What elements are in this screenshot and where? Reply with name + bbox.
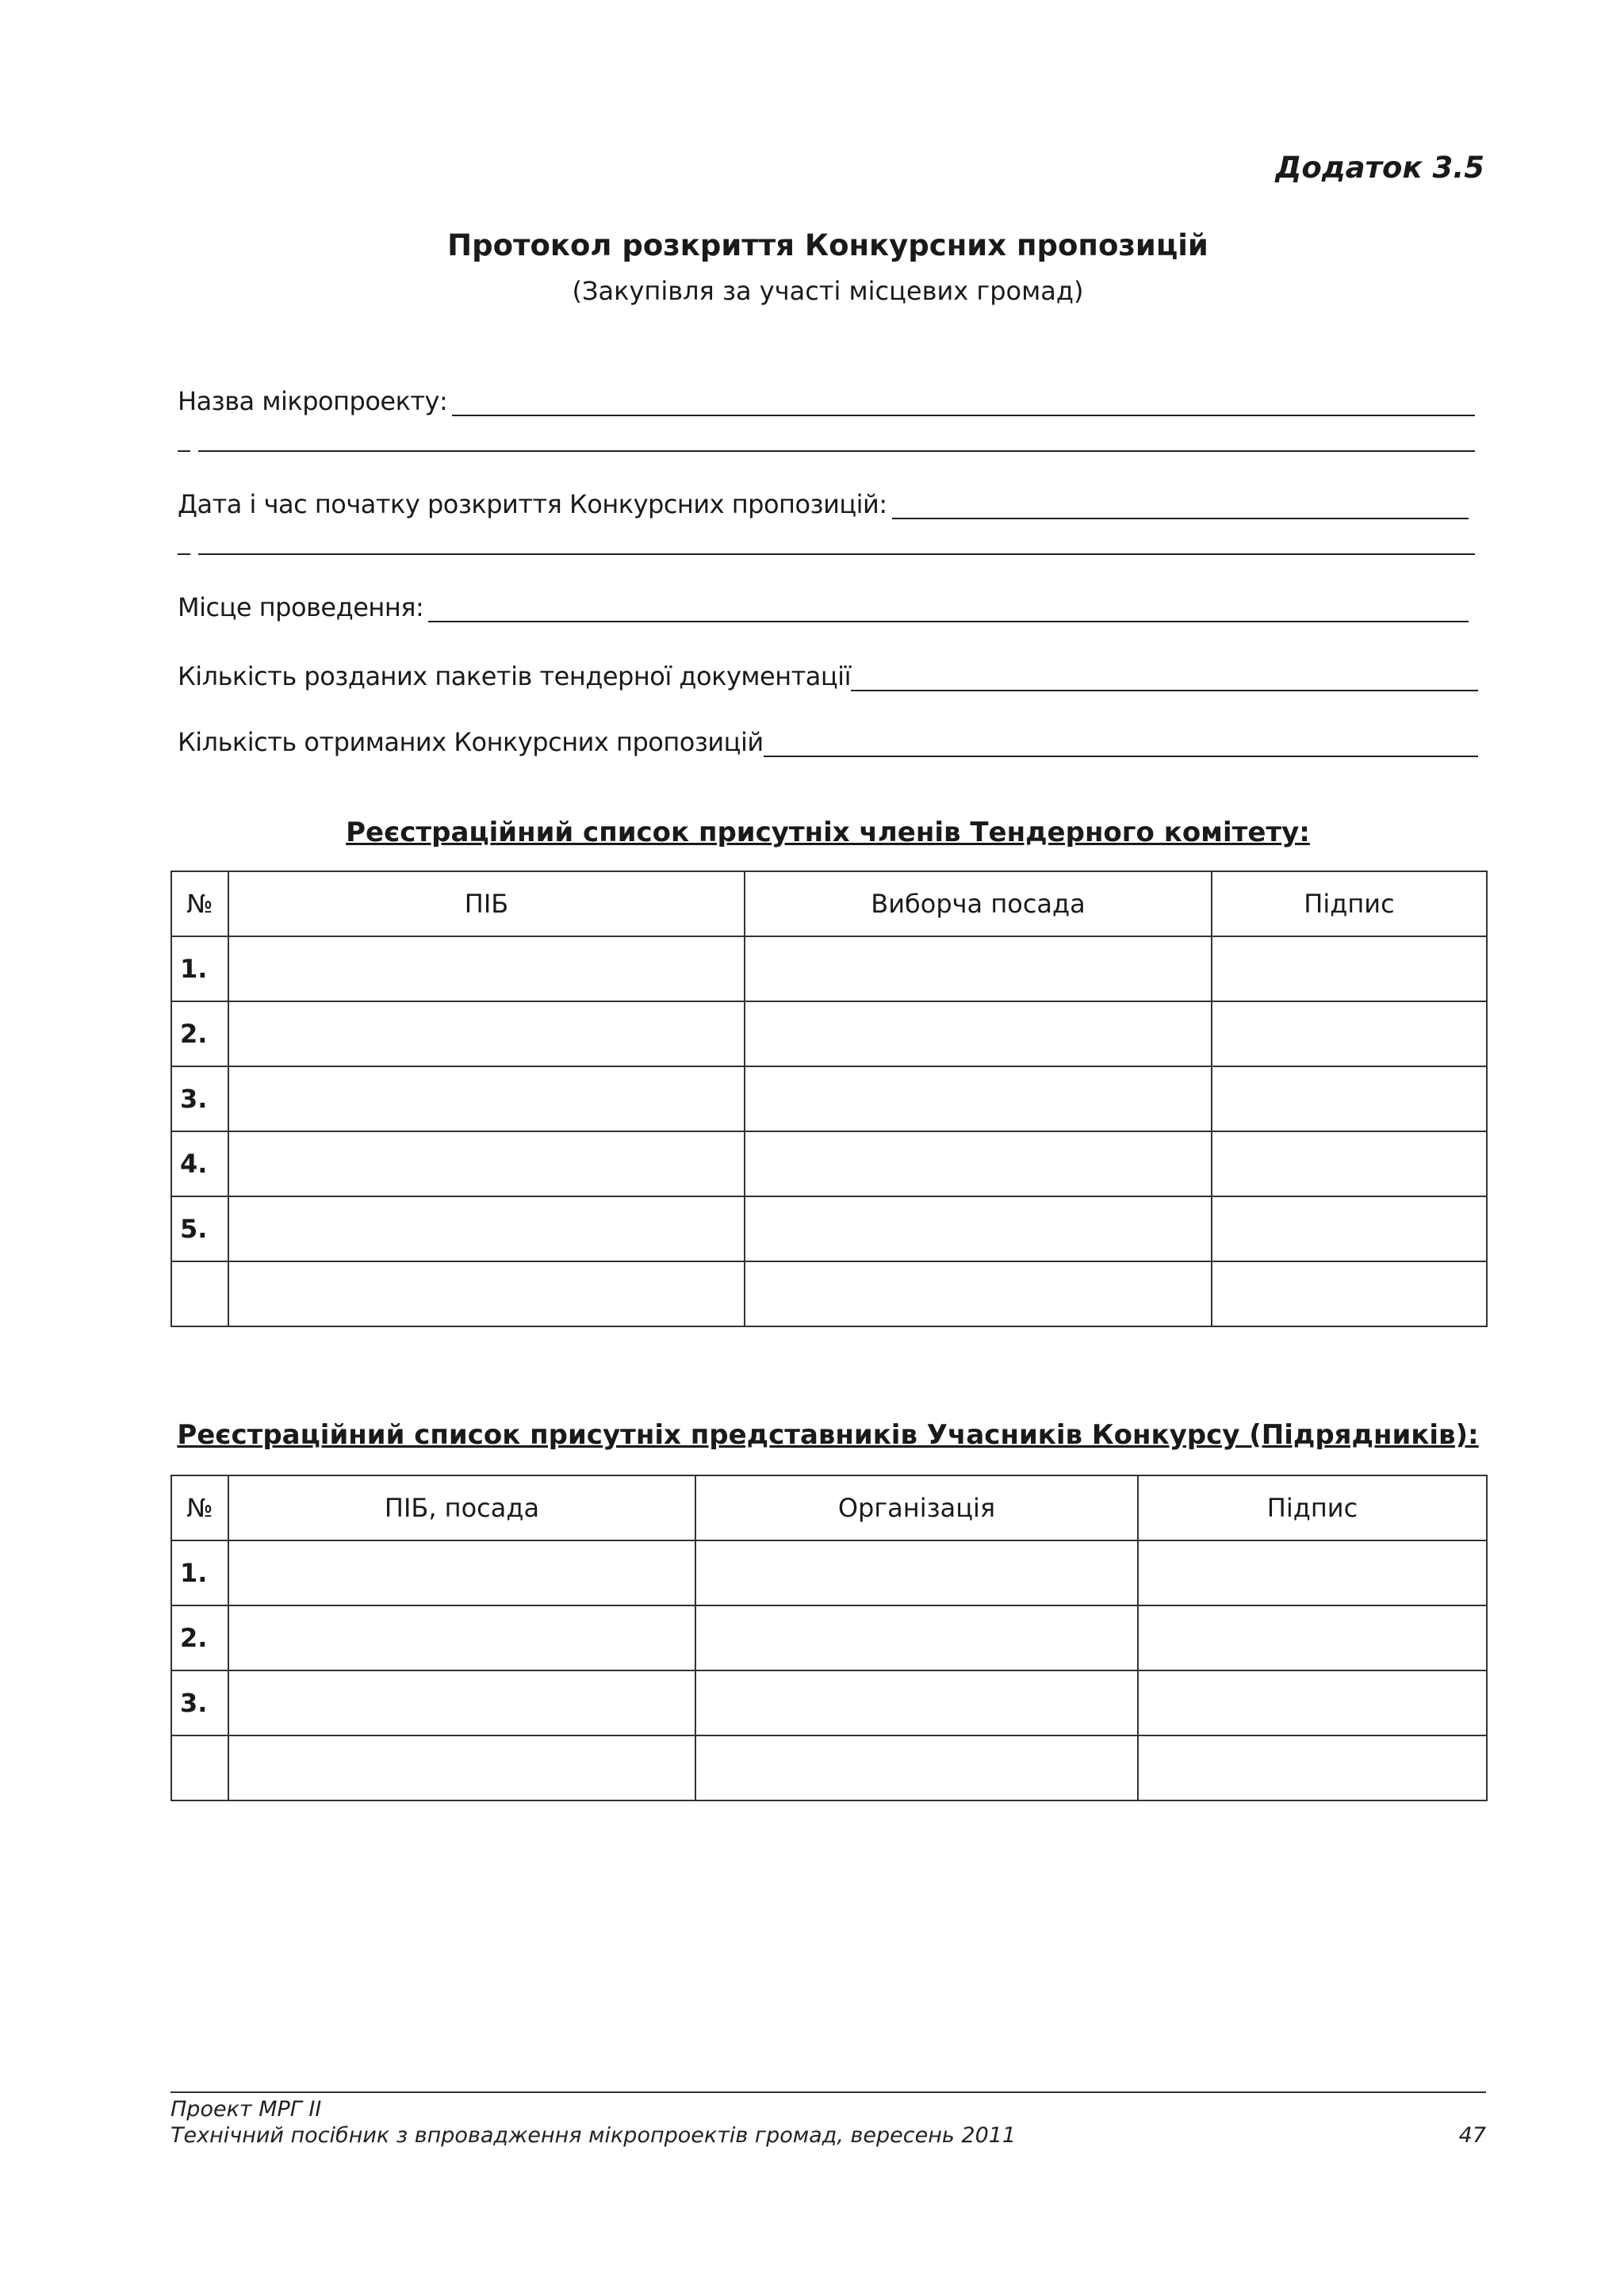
project-name-continuation[interactable] — [178, 420, 1475, 452]
signature-cell[interactable] — [1212, 1131, 1487, 1196]
name-position-cell[interactable] — [228, 1540, 695, 1605]
signature-cell[interactable] — [1212, 1066, 1487, 1131]
header-number: № — [171, 871, 228, 936]
datetime-field[interactable] — [178, 480, 1469, 519]
name-cell[interactable] — [228, 936, 745, 1001]
project-name-line-2[interactable] — [198, 428, 1475, 452]
position-cell[interactable] — [745, 1001, 1212, 1066]
position-cell[interactable] — [745, 936, 1212, 1001]
position-cell[interactable] — [745, 1261, 1212, 1326]
name-cell[interactable] — [228, 1131, 745, 1196]
row-number: 1. — [171, 936, 228, 1001]
packages-line[interactable] — [851, 660, 1478, 691]
name-position-cell[interactable] — [228, 1735, 695, 1800]
signature-cell[interactable] — [1212, 1261, 1487, 1326]
participants-table — [170, 1475, 1488, 1801]
row-number: 3. — [171, 1670, 228, 1735]
header-organization: Організація — [695, 1475, 1138, 1540]
row-number: 3. — [171, 1066, 228, 1131]
signature-cell[interactable] — [1212, 936, 1487, 1001]
position-cell[interactable] — [745, 1196, 1212, 1261]
table-header-row — [171, 871, 1487, 936]
header-signature: Підпис — [1212, 871, 1487, 936]
datetime-line[interactable] — [892, 488, 1469, 519]
page-number: 47 — [1458, 2123, 1486, 2148]
header-signature: Підпис — [1138, 1475, 1487, 1540]
footer-manual-title: Технічний посібник з впровадження мікропроектів громад, вересень 2011 — [170, 2123, 1017, 2148]
name-cell[interactable] — [228, 1066, 745, 1131]
table-row — [171, 1735, 1487, 1800]
committee-heading: Реєстраційний список присутніх членів Тендерного комітету: — [346, 817, 1310, 848]
venue-label: Місце проведення: — [178, 592, 424, 622]
committee-table — [170, 871, 1488, 1327]
footer-divider — [170, 2091, 1486, 2093]
table-row — [171, 1540, 1487, 1605]
name-cell[interactable] — [228, 1261, 745, 1326]
signature-cell[interactable] — [1212, 1001, 1487, 1066]
signature-cell[interactable] — [1138, 1670, 1487, 1735]
table-row — [171, 936, 1487, 1001]
appendix-label: Додаток 3.5 — [1275, 151, 1484, 185]
footer-project: Проект МРГ ІІ — [170, 2097, 322, 2122]
continuation-dash — [178, 531, 190, 555]
document-title: Протокол розкриття Конкурсних пропозицій — [447, 228, 1208, 262]
participants-heading: Реєстраційний список присутніх представників Учасників Конкурсу (Підрядників): — [177, 1419, 1479, 1451]
row-number — [171, 1261, 228, 1326]
row-number — [171, 1735, 228, 1800]
packages-field[interactable] — [178, 652, 1478, 691]
signature-cell[interactable] — [1138, 1735, 1487, 1800]
datetime-continuation[interactable] — [178, 523, 1475, 555]
header-name: ПІБ — [228, 871, 745, 936]
datetime-line-2[interactable] — [198, 531, 1475, 555]
name-position-cell[interactable] — [228, 1670, 695, 1735]
signature-cell[interactable] — [1138, 1540, 1487, 1605]
organization-cell[interactable] — [695, 1735, 1138, 1800]
signature-cell[interactable] — [1138, 1605, 1487, 1670]
table-row — [171, 1605, 1487, 1670]
continuation-dash — [178, 428, 190, 452]
name-position-cell[interactable] — [228, 1605, 695, 1670]
organization-cell[interactable] — [695, 1605, 1138, 1670]
table-row — [171, 1066, 1487, 1131]
table-row — [171, 1261, 1487, 1326]
document-subtitle: (Закупівля за участі місцевих громад) — [572, 276, 1084, 306]
row-number: 2. — [171, 1605, 228, 1670]
proposals-line[interactable] — [764, 725, 1478, 757]
project-name-label: Назва мікропроекту: — [178, 386, 448, 416]
table-row — [171, 1001, 1487, 1066]
packages-label: Кількість розданих пакетів тендерної документації — [178, 661, 851, 691]
row-number: 5. — [171, 1196, 228, 1261]
proposals-label: Кількість отриманих Конкурсних пропозицій — [178, 727, 764, 757]
row-number: 2. — [171, 1001, 228, 1066]
name-cell[interactable] — [228, 1196, 745, 1261]
venue-field[interactable] — [178, 583, 1469, 622]
name-cell[interactable] — [228, 1001, 745, 1066]
project-name-field[interactable] — [178, 377, 1475, 416]
table-row — [171, 1131, 1487, 1196]
project-name-line[interactable] — [452, 385, 1475, 416]
venue-line[interactable] — [428, 591, 1469, 622]
position-cell[interactable] — [745, 1131, 1212, 1196]
table-header-row — [171, 1475, 1487, 1540]
signature-cell[interactable] — [1212, 1196, 1487, 1261]
row-number: 4. — [171, 1131, 228, 1196]
header-position: Виборча посада — [745, 871, 1212, 936]
datetime-label: Дата і час початку розкриття Конкурсних пропозицій: — [178, 489, 887, 519]
organization-cell[interactable] — [695, 1670, 1138, 1735]
header-name-position: ПІБ, посада — [228, 1475, 695, 1540]
table-row — [171, 1670, 1487, 1735]
row-number: 1. — [171, 1540, 228, 1605]
position-cell[interactable] — [745, 1066, 1212, 1131]
organization-cell[interactable] — [695, 1540, 1138, 1605]
header-number: № — [171, 1475, 228, 1540]
proposals-field[interactable] — [178, 718, 1478, 757]
table-row — [171, 1196, 1487, 1261]
